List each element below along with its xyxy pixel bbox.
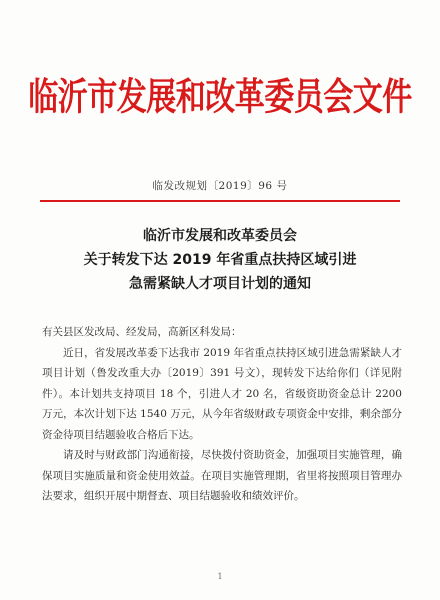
document-number: 临发改规划〔2019〕96 号 xyxy=(152,180,288,192)
notice-body xyxy=(42,322,402,507)
red-divider-line xyxy=(40,200,400,202)
title-line-1: 临沂市发展和改革委员会 xyxy=(143,228,297,244)
body-paragraph-2: 请及时与财政部门沟通衔接，尽快拨付资助资金，加强项目实施管理，确保项目实施质量和资金使用效益。在项目实施管理期，省里将按照项目管理办法要求，组织开展中期督查、项目结题验收和绩效评价。 xyxy=(42,449,402,502)
masthead-title: 临沂市发展和改革委员会文件 xyxy=(28,75,412,120)
title-line-3: 急需紧缺人才项目计划的通知 xyxy=(129,276,311,292)
addressee: 有关县区发改局、经发局，高新区科发局： xyxy=(42,326,242,338)
page-number: 1 xyxy=(217,572,223,581)
notice-title xyxy=(20,224,420,296)
body-paragraph-1: 近日，省发展改革委下达我市 2019 年省重点扶持区域引进急需紧缺人才项目计划（鲁发改重大办〔2019〕391 号文），现转发下达给你们（详见附件）。本计划共支持项目 18 个，引进人才 20 名，省级资助资金总计 2200 万元，本次计划下达 1540 万元，从今年省级财政专项资金中安排，剩余部分资金待项目结题验收合格后下达。 xyxy=(42,346,402,441)
title-line-2: 关于转发下达 2019 年省重点扶持区域引进 xyxy=(83,252,357,268)
